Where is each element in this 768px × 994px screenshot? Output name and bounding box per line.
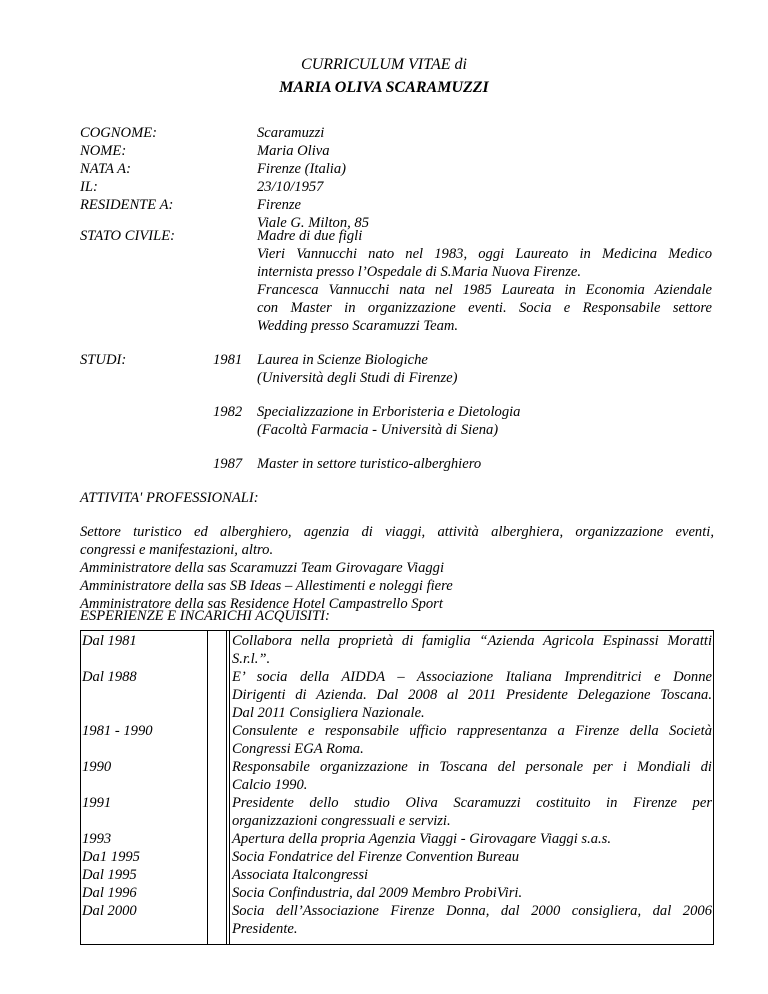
attivita-line: Settore turistico ed alberghiero, agenzia di viaggi, attività alberghiera, organizzazione eventi,: [80, 524, 714, 540]
experience-desc-line: E’ socia della AIDDA – Associazione Italiana Imprenditrici e Donne: [232, 669, 712, 685]
section-heading-esperienze: ESPERIENZE E INCARICHI ACQUISITI:: [80, 608, 330, 624]
attivita-line: Amministratore della sas Scaramuzzi Team Girovagare Viaggi: [80, 560, 445, 576]
experience-date: 1991: [82, 795, 112, 811]
child1-line1: Vieri Vannucchi nato nel 1983, oggi Laureato in Medicina Medico: [257, 246, 712, 262]
title-line-1: CURRICULUM VITAE di: [301, 56, 467, 73]
value-il: 23/10/1957: [257, 179, 324, 195]
studi-degree: Master in settore turistico-alberghiero: [257, 456, 482, 472]
studi-institution: (Facoltà Farmacia - Università di Siena): [257, 422, 499, 438]
experience-desc-line: Apertura della propria Agenzia Viaggi - Girovagare Viaggi s.a.s.: [232, 831, 612, 847]
label-nata: NATA A:: [80, 161, 131, 177]
experience-date: Da1 1995: [82, 849, 140, 865]
experience-dates: [82, 632, 153, 920]
experience-desc-line: Socia Fondatrice del Firenze Convention Bureau: [232, 849, 520, 865]
child1-line2: internista presso l’Ospedale di S.Maria Nuova Firenze.: [257, 264, 582, 280]
table-border-right: [713, 630, 714, 945]
experience-desc-line: Presidente.: [232, 921, 298, 937]
value-residente-address: Viale G. Milton, 85: [257, 215, 370, 231]
studi-degree: Laurea in Scienze Biologiche: [257, 352, 428, 368]
experience-desc-line: organizzazioni congressuali e servizi.: [232, 813, 451, 829]
table-border-top: [80, 630, 714, 631]
experience-desc-line: Responsabile organizzazione in Toscana del personale per i Mondiali di: [232, 759, 712, 775]
experience-desc-line: S.r.l.”.: [232, 651, 271, 667]
table-divider: [226, 630, 227, 945]
experience-date: 1990: [82, 759, 112, 775]
label-cognome: COGNOME:: [80, 125, 158, 141]
label-stato-civile: STATO CIVILE:: [80, 228, 176, 244]
studi-institution: (Università degli Studi di Firenze): [257, 370, 458, 386]
experience-desc-line: Presidente dello studio Oliva Scaramuzzi costituito in Firenze per: [232, 795, 712, 811]
experience-date: Dal 1995: [82, 867, 137, 883]
label-nome: NOME:: [80, 143, 127, 159]
label-il: IL:: [80, 179, 98, 195]
experience-date: Dal 2000: [82, 903, 137, 919]
studi-year: 1982: [213, 404, 243, 420]
value-nata: Firenze (Italia): [257, 161, 347, 177]
table-border-left: [80, 630, 81, 945]
experience-desc-line: Collabora nella proprietà di famiglia “Azienda Agricola Espinassi Moratti: [232, 633, 712, 649]
experience-desc-line: Socia Confindustria, dal 2009 Membro ProbiViri.: [232, 885, 523, 901]
experience-table: [80, 630, 714, 945]
attivita-line: Amministratore della sas Residence Hotel Campastrello Sport: [80, 596, 443, 612]
studi-year: 1981: [213, 352, 243, 368]
section-heading-attivita: ATTIVITA' PROFESSIONALI:: [80, 490, 259, 506]
value-residente-city: Firenze: [257, 197, 302, 213]
label-residente: RESIDENTE A:: [80, 197, 174, 213]
experience-desc-line: Consulente e responsabile ufficio rappresentanza a Firenze della Società: [232, 723, 712, 739]
experience-descriptions: [232, 632, 712, 938]
label-studi: STUDI:: [80, 352, 127, 368]
experience-desc-line: Dirigenti di Azienda. Dal 2008 al 2011 Presidente Delegazione Toscana.: [232, 687, 712, 703]
table-divider: [207, 630, 208, 945]
experience-date: 1981 - 1990: [82, 723, 153, 739]
table-border-bottom: [80, 944, 714, 945]
child2-line3: Wedding presso Scaramuzzi Team.: [257, 318, 459, 334]
value-nome: Maria Oliva: [257, 143, 330, 159]
table-divider: [229, 630, 230, 945]
attivita-line: Amministratore della sas SB Ideas – Allestimenti e noleggi fiere: [80, 578, 453, 594]
experience-desc-line: Congressi EGA Roma.: [232, 741, 364, 757]
experience-date: 1993: [82, 831, 112, 847]
experience-desc-line: Socia dell’Associazione Firenze Donna, dal 2000 consigliera, dal 2006: [232, 903, 712, 919]
experience-desc-line: Associata Italcongressi: [232, 867, 369, 883]
experience-desc-line: Calcio 1990.: [232, 777, 308, 793]
child2-line2: con Master in organizzazione eventi. Socia e Responsabile settore: [257, 300, 712, 316]
title-name: MARIA OLIVA SCARAMUZZI: [279, 79, 489, 96]
studi-year: 1987: [213, 456, 243, 472]
experience-date: Dal 1988: [82, 669, 137, 685]
studi-degree: Specializzazione in Erboristeria e Dietologia: [257, 404, 521, 420]
value-cognome: Scaramuzzi: [257, 125, 325, 141]
experience-desc-line: Dal 2011 Consigliera Nazionale.: [232, 705, 425, 721]
value-stato-civile: Madre di due figli: [257, 228, 363, 244]
experience-date: Dal 1981: [82, 633, 137, 649]
child2-line1: Francesca Vannucchi nata nel 1985 Laureata in Economia Aziendale: [257, 282, 712, 298]
experience-date: Dal 1996: [82, 885, 137, 901]
attivita-line: congressi e manifestazioni, altro.: [80, 542, 274, 558]
